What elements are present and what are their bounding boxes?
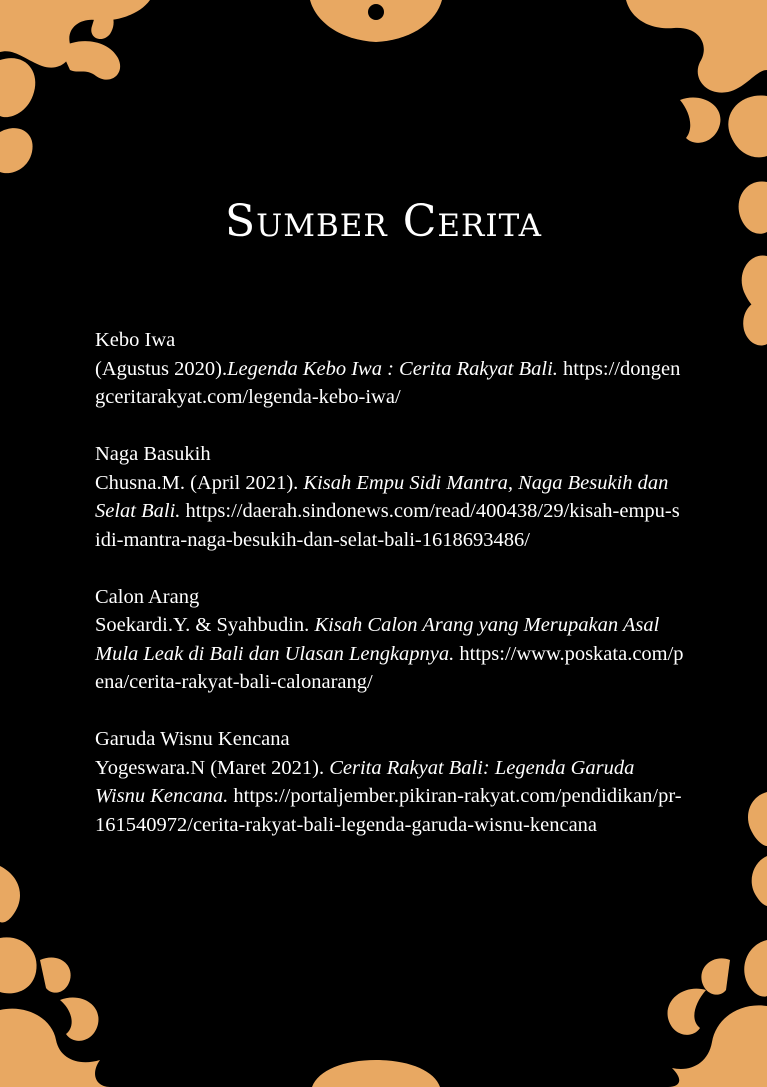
- reference-title: Kisah Calon Arang yang Merupakan Asal Mula Leak di Bali dan Ulasan Lengkapnya.: [95, 614, 660, 665]
- source-entry-reference: [95, 611, 685, 697]
- reference-author-date: Yogeswara.N (Maret 2021).: [95, 756, 325, 779]
- source-entry: [95, 583, 685, 697]
- reference-author-date: Soekardi.Y. & Syahbudin.: [95, 614, 310, 636]
- source-list: [95, 326, 685, 868]
- source-entry-title: Garuda Wisnu Kencana: [95, 728, 290, 750]
- reference-url: https://portaljember.pikiran-rakyat.com/pendidikan/pr-161540972/cerita-rakyat-bali-legenda-garuda-wisnu-kencana: [95, 785, 682, 836]
- ornament-right-middle: [748, 792, 767, 906]
- reference-url: https://daerah.sindonews.com/read/400438/29/kisah-empu-sidi-mantra-naga-besukih-dan-selat-bali-1618693486/: [95, 500, 680, 551]
- source-entry-reference: [95, 469, 685, 555]
- ornament-bottom-left: [0, 866, 110, 1087]
- ornament-top-center: [310, 0, 442, 42]
- source-entry-title: Calon Arang: [95, 585, 200, 608]
- reference-author-date: Chusna.M. (April 2021).: [95, 471, 299, 494]
- reference-url: https://dongengceritarakyat.com/legenda-kebo-iwa/: [95, 357, 681, 408]
- page-title: Sumber Cerita: [225, 196, 542, 247]
- source-entry-reference: [95, 355, 685, 412]
- reference-title: Kisah Empu Sidi Mantra, Naga Besukih dan Selat Bali.: [95, 471, 669, 522]
- source-entry: [95, 326, 685, 412]
- reference-url: https://www.poskata.com/pena/cerita-rakyat-bali-calonarang/: [95, 642, 684, 693]
- source-entry: [95, 725, 685, 839]
- reference-title: Cerita Rakyat Bali: Legenda Garuda Wisnu Kencana.: [95, 756, 635, 807]
- source-entry-reference: [95, 754, 685, 840]
- reference-author-date: (Agustus 2020).: [95, 357, 228, 380]
- ornament-bottom-center: [312, 1060, 440, 1087]
- ornament-bottom-right: [668, 940, 767, 1087]
- source-entry: [95, 440, 685, 554]
- source-entry-title: Kebo Iwa: [95, 329, 176, 351]
- reference-title: Legenda Kebo Iwa : Cerita Rakyat Bali.: [227, 357, 558, 380]
- ornament-top-right: [626, 0, 767, 345]
- ornament-top-left: [0, 0, 150, 173]
- source-entry-title: Naga Basukih: [95, 443, 211, 465]
